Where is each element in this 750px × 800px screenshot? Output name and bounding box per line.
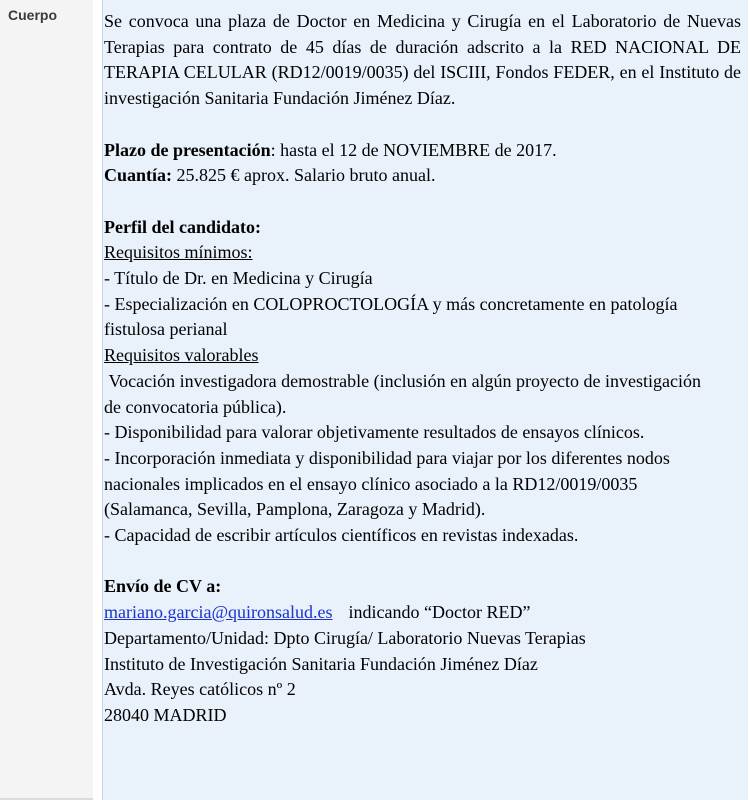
plazo-line xyxy=(104,138,748,164)
address-line: Avda. Reyes católicos nº 2 xyxy=(104,679,296,700)
plazo-value: : hasta el 12 de NOVIEMBRE de 2017. xyxy=(270,139,557,160)
field-label: Cuerpo xyxy=(8,7,57,23)
field-body-cell xyxy=(102,0,748,800)
plazo-label: Plazo de presentación xyxy=(104,139,271,160)
requisito-valorable-item: Vocación investigadora demostrable (inclusión en algún proyecto de investigación de convocatoria pública). xyxy=(104,370,706,417)
requisito-valorable-item: - Capacidad de escribir artículos científicos en revistas indexadas. xyxy=(104,525,579,546)
cuantia-line xyxy=(104,163,748,189)
envio-email-line xyxy=(104,600,748,626)
field-label-cell xyxy=(0,0,93,800)
perfil-heading: Perfil del candidato: xyxy=(104,216,261,237)
email-link[interactable]: mariano.garcia@quironsalud.es xyxy=(104,602,333,623)
address-line: Instituto de Investigación Sanitaria Fundación Jiménez Díaz xyxy=(104,653,538,674)
requisito-valorable-item: - Disponibilidad para valorar objetivamente resultados de ensayos clínicos. xyxy=(104,422,645,443)
requisitos-minimos-heading: Requisitos mínimos: xyxy=(104,242,253,263)
cuantia-value: 25.825 € aprox. Salario bruto anual. xyxy=(172,165,436,186)
cuantia-label: Cuantía: xyxy=(104,165,173,186)
requisito-minimo-item: - Especialización en COLOPROCTOLOGÍA y más concretamente en patología fistulosa perianal xyxy=(104,293,678,340)
address-line: 28040 MADRID xyxy=(104,704,227,725)
address-line: Departamento/Unidad: Dpto Cirugía/ Laboratorio Nuevas Terapias xyxy=(104,627,586,648)
intro-paragraph: Se convoca una plaza de Doctor en Medicina y Cirugía en el Laboratorio de Nuevas Terapias para contrato de 45 días de duración adscrito a la RED NACIONAL DE TERAPIA CELULAR (RD12/0019/0035) del ISCIII, Fondos FEDER, en el Instituto de investigación Sanitaria Fundación Jiménez Díaz. xyxy=(104,11,741,109)
envio-heading: Envío de CV a: xyxy=(104,576,222,597)
requisito-minimo-item: - Título de Dr. en Medicina y Cirugía xyxy=(104,268,373,288)
envio-note: indicando “Doctor RED” xyxy=(348,602,531,623)
requisito-valorable-item: - Incorporación inmediata y disponibilidad para viajar por los diferentes nodos nacionales implicados en el ensayo clínico asociado a la RD12/0019/0035 (Salamanca, Sevilla, Pamplona, Zaragoza y Madrid). xyxy=(104,447,670,520)
requisitos-valorables-heading: Requisitos valorables xyxy=(104,345,259,366)
